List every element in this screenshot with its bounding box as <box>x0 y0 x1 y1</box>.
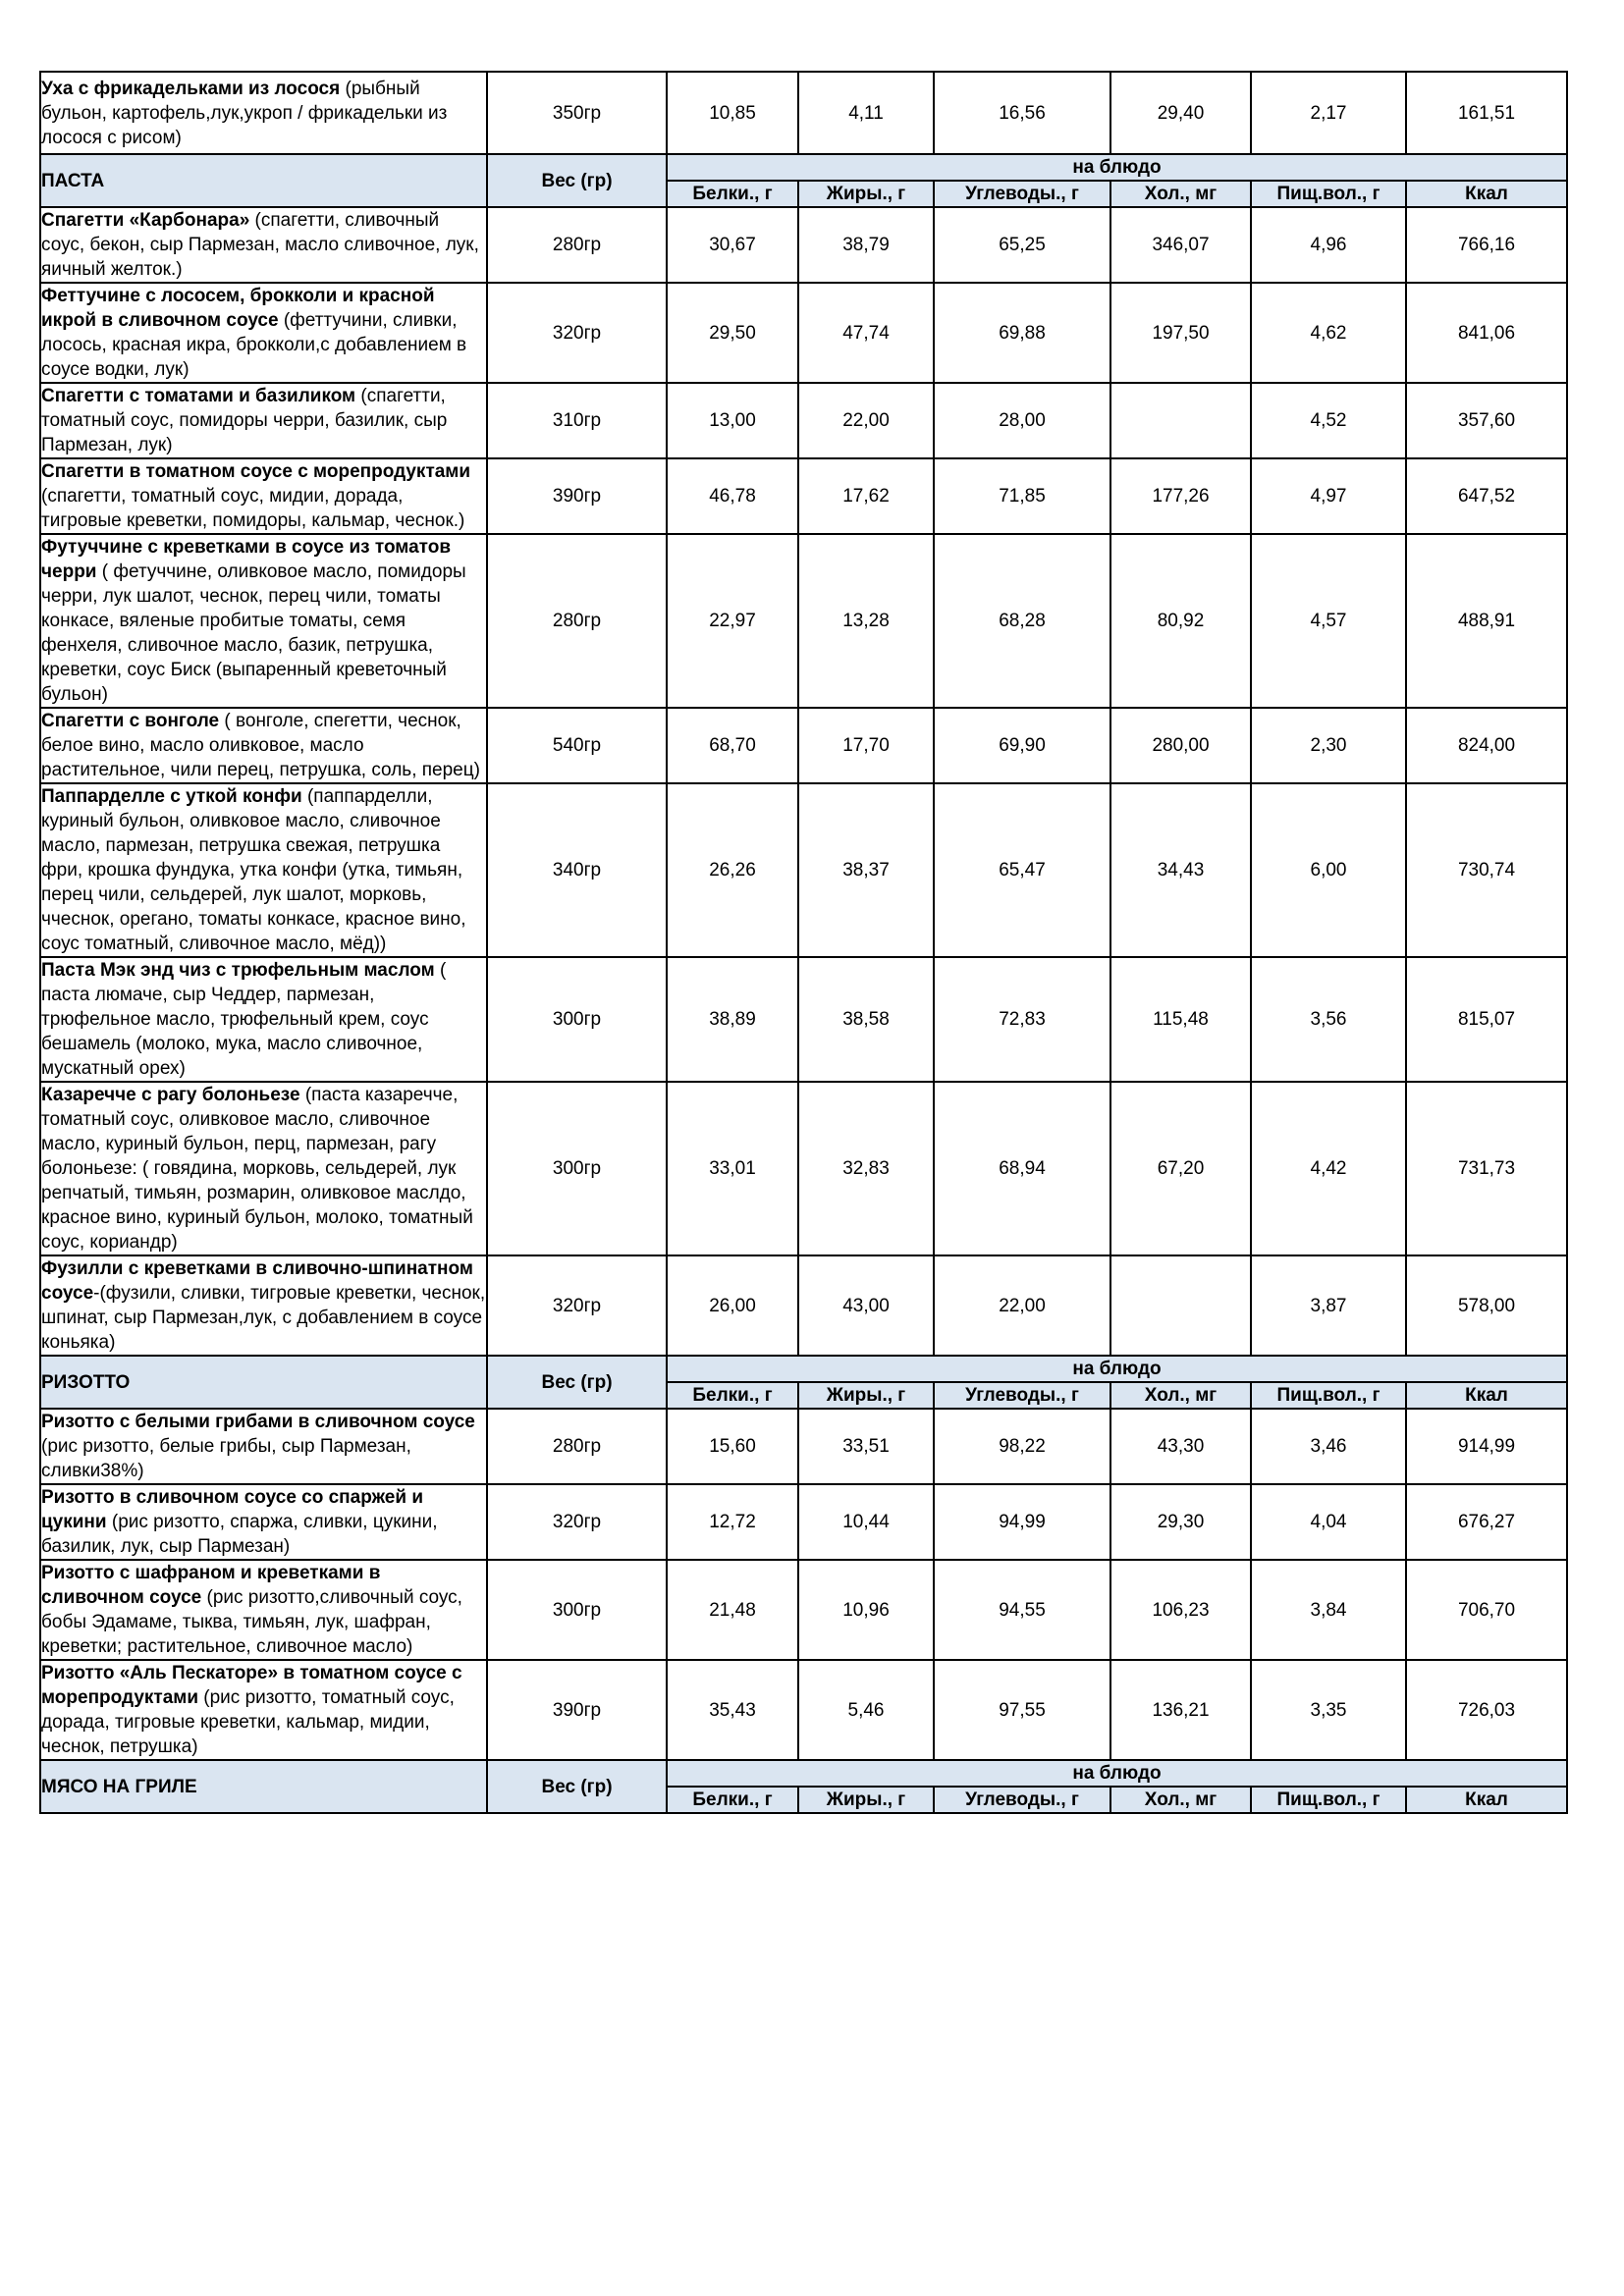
cell-fiber: 3,56 <box>1251 957 1406 1082</box>
cell-kcal: 841,06 <box>1406 283 1567 383</box>
column-header-protein: Белки., г <box>667 181 798 207</box>
cell-kcal: 357,60 <box>1406 383 1567 458</box>
cell-protein: 38,89 <box>667 957 798 1082</box>
cell-fat: 13,28 <box>798 534 934 708</box>
dish-ingredients: ( паста люмаче, сыр Чеддер, пармезан, трюфельное масло, трюфельный крем, соус бешамель (молоко, мука, масло сливочное, мускатный орех) <box>41 960 447 1079</box>
table-row <box>40 1082 1567 1255</box>
cell-chol: 197,50 <box>1110 283 1251 383</box>
cell-carbs: 97,55 <box>934 1660 1110 1760</box>
cell-fiber: 4,62 <box>1251 283 1406 383</box>
dish-name: Спагетти с вонголе <box>41 711 220 731</box>
table-row <box>40 383 1567 458</box>
cell-carbs: 22,00 <box>934 1255 1110 1356</box>
cell-protein: 46,78 <box>667 458 798 534</box>
cell-carbs: 16,56 <box>934 72 1110 154</box>
cell-carbs: 94,99 <box>934 1484 1110 1560</box>
dish-ingredients: (спагетти, томатный соус, мидии, дорада, тигровые креветки, помидоры, кальмар, чеснок.) <box>41 486 465 531</box>
cell-kcal: 161,51 <box>1406 72 1567 154</box>
cell-chol: 346,07 <box>1110 207 1251 283</box>
cell-weight: 310гр <box>487 383 667 458</box>
cell-weight: 280гр <box>487 1409 667 1484</box>
cell-fat: 4,11 <box>798 72 934 154</box>
cell-fat: 38,37 <box>798 783 934 957</box>
cell-chol: 43,30 <box>1110 1409 1251 1484</box>
dish-ingredients: (спагетти, сливочный соус, бекон, сыр Пармезан, масло сливочное, лук, яичный желток.) <box>41 210 479 280</box>
column-header-weight: Вес (гр) <box>487 154 667 207</box>
cell-kcal: 726,03 <box>1406 1660 1567 1760</box>
dish-name: Ризотто с белыми грибами в сливочном соусе <box>41 1412 475 1432</box>
cell-fat: 38,79 <box>798 207 934 283</box>
cell-chol: 80,92 <box>1110 534 1251 708</box>
column-header-chol: Хол., мг <box>1110 1382 1251 1409</box>
cell-fiber: 4,04 <box>1251 1484 1406 1560</box>
table-row <box>40 283 1567 383</box>
cell-fiber: 3,87 <box>1251 1255 1406 1356</box>
table-row <box>40 1409 1567 1484</box>
dish-description-cell <box>40 1660 487 1760</box>
cell-carbs: 68,28 <box>934 534 1110 708</box>
dish-ingredients: (рис ризотто, белые грибы, сыр Пармезан, сливки38%) <box>41 1436 411 1481</box>
cell-chol: 177,26 <box>1110 458 1251 534</box>
nutrition-table <box>39 71 1568 1814</box>
cell-kcal: 824,00 <box>1406 708 1567 783</box>
cell-carbs: 65,47 <box>934 783 1110 957</box>
table-row <box>40 1484 1567 1560</box>
cell-protein: 22,97 <box>667 534 798 708</box>
dish-ingredients: (рис ризотто,сливочный соус, бобы Эдамаме, тыква, тимьян, лук, шафран, креветки; растительное, сливочное масло) <box>41 1587 462 1657</box>
column-header-fiber: Пищ.вол., г <box>1251 181 1406 207</box>
table-row <box>40 458 1567 534</box>
cell-fiber: 2,30 <box>1251 708 1406 783</box>
cell-kcal: 647,52 <box>1406 458 1567 534</box>
dish-name: Спагетти с томатами и базиликом <box>41 386 356 406</box>
cell-protein: 68,70 <box>667 708 798 783</box>
cell-chol: 29,40 <box>1110 72 1251 154</box>
cell-weight: 390гр <box>487 458 667 534</box>
dish-name: Ризотто с шафраном и креветками в сливочном соусе <box>41 1563 381 1608</box>
cell-protein: 26,26 <box>667 783 798 957</box>
dish-description-cell <box>40 458 487 534</box>
dish-description-cell <box>40 1082 487 1255</box>
dish-name: Ризотто в сливочном соусе со спаржей и цукини <box>41 1487 424 1532</box>
dish-ingredients: (паста казаречче, томатный соус, оливковое масло, сливочное масло, куриный бульон, перц, пармезан, рагу болоньезе: ( говядина, морковь, сельдерей, лук репчатый, тимьян, розмарин, оливковое маслдо, красное вино, куриный бульон, молоко, томатный соус, кориандр) <box>41 1085 473 1253</box>
cell-kcal: 815,07 <box>1406 957 1567 1082</box>
cell-fiber: 4,52 <box>1251 383 1406 458</box>
cell-weight: 350гр <box>487 72 667 154</box>
dish-name: Футуччине с креветками в соусе из томатов черри <box>41 537 452 582</box>
cell-fat: 32,83 <box>798 1082 934 1255</box>
dish-ingredients: (рис ризотто, спаржа, сливки, цукини, базилик, лук, сыр Пармезан) <box>41 1512 438 1557</box>
cell-chol <box>1110 383 1251 458</box>
cell-carbs: 69,88 <box>934 283 1110 383</box>
cell-weight: 320гр <box>487 283 667 383</box>
dish-name: Паппарделле с уткой конфи <box>41 786 302 807</box>
cell-fat: 10,96 <box>798 1560 934 1660</box>
dish-name: Спагетти «Карбонара» <box>41 210 250 231</box>
column-header-protein: Белки., г <box>667 1787 798 1813</box>
dish-description-cell <box>40 1560 487 1660</box>
column-header-per-dish: на блюдо <box>667 1760 1567 1787</box>
table-row <box>40 1255 1567 1356</box>
cell-fiber: 4,57 <box>1251 534 1406 708</box>
column-header-kcal: Ккал <box>1406 1787 1567 1813</box>
table-row <box>40 534 1567 708</box>
dish-ingredients: (рыбный бульон, картофель,лук,укроп / фрикадельки из лосося с рисом) <box>41 78 448 148</box>
cell-fat: 47,74 <box>798 283 934 383</box>
column-header-carbs: Углеводы., г <box>934 181 1110 207</box>
column-header-fiber: Пищ.вол., г <box>1251 1787 1406 1813</box>
cell-weight: 320гр <box>487 1255 667 1356</box>
column-header-chol: Хол., мг <box>1110 181 1251 207</box>
dish-ingredients: (спагетти, томатный соус, помидоры черри, базилик, сыр Пармезан, лук) <box>41 386 448 455</box>
section-header-row <box>40 1760 1567 1787</box>
cell-carbs: 72,83 <box>934 957 1110 1082</box>
nutrition-table-container <box>39 71 1566 1814</box>
cell-protein: 13,00 <box>667 383 798 458</box>
cell-protein: 21,48 <box>667 1560 798 1660</box>
cell-weight: 280гр <box>487 534 667 708</box>
column-header-fat: Жиры., г <box>798 181 934 207</box>
cell-fat: 43,00 <box>798 1255 934 1356</box>
cell-carbs: 68,94 <box>934 1082 1110 1255</box>
dish-name: Уха с фрикадельками из лосося <box>41 78 341 99</box>
column-header-carbs: Углеводы., г <box>934 1382 1110 1409</box>
dish-description-cell <box>40 534 487 708</box>
cell-fiber: 4,96 <box>1251 207 1406 283</box>
column-header-fiber: Пищ.вол., г <box>1251 1382 1406 1409</box>
cell-fiber: 3,35 <box>1251 1660 1406 1760</box>
dish-ingredients: ( фетуччине, оливковое масло, помидоры черри, лук шалот, чеснок, перец чили, томаты конкасе, вяленые пробитые томаты, семя фенхеля, сливочное масло, базик, петрушка, креветки, соус Биск (выпаренный креветочный бульон) <box>41 561 466 705</box>
cell-fat: 10,44 <box>798 1484 934 1560</box>
cell-protein: 15,60 <box>667 1409 798 1484</box>
cell-carbs: 98,22 <box>934 1409 1110 1484</box>
dish-description-cell <box>40 207 487 283</box>
cell-protein: 33,01 <box>667 1082 798 1255</box>
cell-carbs: 28,00 <box>934 383 1110 458</box>
section-title: ПАСТА <box>40 154 487 207</box>
column-header-protein: Белки., г <box>667 1382 798 1409</box>
dish-ingredients: (рис ризотто, томатный соус, дорада, тигровые креветки, кальмар, мидии, чеснок, петрушка) <box>41 1687 455 1757</box>
cell-fat: 5,46 <box>798 1660 934 1760</box>
section-header-row <box>40 1356 1567 1382</box>
cell-kcal: 766,16 <box>1406 207 1567 283</box>
cell-weight: 340гр <box>487 783 667 957</box>
cell-kcal: 706,70 <box>1406 1560 1567 1660</box>
cell-protein: 29,50 <box>667 283 798 383</box>
cell-protein: 12,72 <box>667 1484 798 1560</box>
column-header-weight: Вес (гр) <box>487 1356 667 1409</box>
column-header-kcal: Ккал <box>1406 181 1567 207</box>
dish-description-cell <box>40 72 487 154</box>
cell-chol: 136,21 <box>1110 1660 1251 1760</box>
cell-fiber: 3,84 <box>1251 1560 1406 1660</box>
cell-chol: 280,00 <box>1110 708 1251 783</box>
cell-fiber: 4,42 <box>1251 1082 1406 1255</box>
dish-description-cell <box>40 708 487 783</box>
section-header-row <box>40 154 1567 181</box>
table-row <box>40 708 1567 783</box>
cell-fiber: 3,46 <box>1251 1409 1406 1484</box>
dish-name: Феттучине с лососем, брокколи и красной икрой в сливочном соусе <box>41 286 435 331</box>
cell-protein: 10,85 <box>667 72 798 154</box>
cell-weight: 300гр <box>487 1560 667 1660</box>
column-header-kcal: Ккал <box>1406 1382 1567 1409</box>
cell-carbs: 65,25 <box>934 207 1110 283</box>
dish-name: Фузилли с креветками в сливочно-шпинатном соусе <box>41 1258 473 1304</box>
dish-description-cell <box>40 1409 487 1484</box>
cell-protein: 35,43 <box>667 1660 798 1760</box>
dish-ingredients: -(фузили, сливки, тигровые креветки, чеснок, шпинат, сыр Пармезан,лук, с добавлением в соусе коньяка) <box>41 1283 486 1353</box>
column-header-weight: Вес (гр) <box>487 1760 667 1813</box>
cell-chol <box>1110 1255 1251 1356</box>
cell-chol: 34,43 <box>1110 783 1251 957</box>
cell-chol: 106,23 <box>1110 1560 1251 1660</box>
dish-description-cell <box>40 383 487 458</box>
table-row <box>40 1660 1567 1760</box>
cell-kcal: 578,00 <box>1406 1255 1567 1356</box>
section-title: РИЗОТТО <box>40 1356 487 1409</box>
dish-description-cell <box>40 283 487 383</box>
cell-carbs: 71,85 <box>934 458 1110 534</box>
cell-protein: 26,00 <box>667 1255 798 1356</box>
cell-fat: 33,51 <box>798 1409 934 1484</box>
dish-description-cell <box>40 1484 487 1560</box>
cell-fat: 17,62 <box>798 458 934 534</box>
table-row <box>40 1560 1567 1660</box>
dish-description-cell <box>40 783 487 957</box>
cell-weight: 300гр <box>487 1082 667 1255</box>
column-header-carbs: Углеводы., г <box>934 1787 1110 1813</box>
cell-weight: 280гр <box>487 207 667 283</box>
cell-kcal: 488,91 <box>1406 534 1567 708</box>
section-title: МЯСО НА ГРИЛЕ <box>40 1760 487 1813</box>
cell-carbs: 69,90 <box>934 708 1110 783</box>
cell-kcal: 731,73 <box>1406 1082 1567 1255</box>
cell-chol: 115,48 <box>1110 957 1251 1082</box>
cell-kcal: 914,99 <box>1406 1409 1567 1484</box>
dish-name: Ризотто «Аль Пескаторе» в томатном соусе с морепродуктами <box>41 1663 462 1708</box>
cell-carbs: 94,55 <box>934 1560 1110 1660</box>
cell-kcal: 676,27 <box>1406 1484 1567 1560</box>
column-header-fat: Жиры., г <box>798 1787 934 1813</box>
table-row <box>40 783 1567 957</box>
column-header-per-dish: на блюдо <box>667 1356 1567 1382</box>
cell-fiber: 4,97 <box>1251 458 1406 534</box>
cell-weight: 390гр <box>487 1660 667 1760</box>
cell-fiber: 2,17 <box>1251 72 1406 154</box>
dish-name: Казаречче с рагу болоньезе <box>41 1085 300 1105</box>
cell-fat: 22,00 <box>798 383 934 458</box>
cell-weight: 300гр <box>487 957 667 1082</box>
dish-ingredients: ( вонголе, спегетти, чеснок, белое вино, масло оливковое, масло растительное, чили перец, петрушка, соль, перец) <box>41 711 480 780</box>
column-header-fat: Жиры., г <box>798 1382 934 1409</box>
dish-description-cell <box>40 1255 487 1356</box>
dish-ingredients: (паппарделли, куриный бульон, оливковое масло, сливочное масло, пармезан, петрушка свежая, петрушка фри, крошка фундука, утка конфи (утка, тимьян, перец чили, сельдерей, лук шалот, морковь, ччеснок, орегано, томаты конкасе, красное вино, соус томатный, сливочное масло, мёд)) <box>41 786 466 954</box>
cell-fat: 17,70 <box>798 708 934 783</box>
cell-protein: 30,67 <box>667 207 798 283</box>
cell-fiber: 6,00 <box>1251 783 1406 957</box>
cell-weight: 320гр <box>487 1484 667 1560</box>
table-row <box>40 207 1567 283</box>
cell-fat: 38,58 <box>798 957 934 1082</box>
dish-name: Паста Мэк энд чиз с трюфельным маслом <box>41 960 435 981</box>
table-row <box>40 957 1567 1082</box>
dish-description-cell <box>40 957 487 1082</box>
dish-name: Спагетти в томатном соусе с морепродуктами <box>41 461 471 482</box>
column-header-per-dish: на блюдо <box>667 154 1567 181</box>
cell-kcal: 730,74 <box>1406 783 1567 957</box>
table-row <box>40 72 1567 154</box>
cell-weight: 540гр <box>487 708 667 783</box>
dish-ingredients: (феттучини, сливки, лосось, красная икра, брокколи,с добавлением в соусе водки, лук) <box>41 310 467 380</box>
column-header-chol: Хол., мг <box>1110 1787 1251 1813</box>
cell-chol: 67,20 <box>1110 1082 1251 1255</box>
cell-chol: 29,30 <box>1110 1484 1251 1560</box>
